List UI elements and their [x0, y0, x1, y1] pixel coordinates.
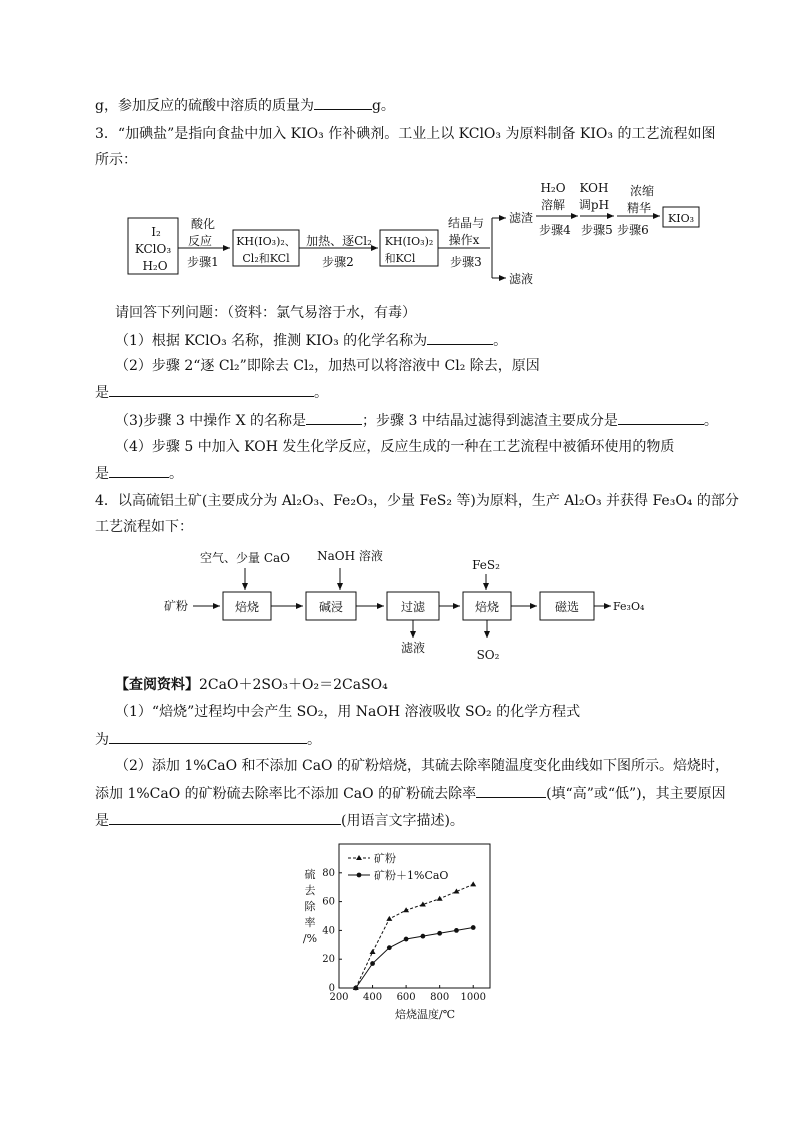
residue-label: 滤渣	[509, 211, 534, 225]
box3-line2: 和KCl	[384, 252, 416, 265]
input-air-cao: 空气、少量 CaO	[200, 551, 290, 565]
box1-line2: KClO₃	[134, 242, 172, 256]
arrow1-bottom: 步骤1	[187, 255, 219, 269]
ylabel-1: 硫	[304, 868, 316, 881]
answer-blank[interactable]	[306, 410, 362, 425]
data-point	[370, 949, 376, 954]
q3-sub2-line1: （2）步骤 2“逐 Cl₂”即除去 Cl₂，加热可以将溶液中 Cl₂ 除去，原因	[115, 358, 540, 374]
x-tick-label: 600	[396, 992, 416, 1003]
arrow2-top: 加热、逐Cl₂	[306, 234, 372, 248]
q3-sub1: （1）根据 KClO₃ 名称，推测 KIO₃ 的化学名称为 。	[115, 330, 507, 351]
box-filter-label: 过滤	[400, 600, 426, 614]
so2-out: SO₂	[476, 648, 500, 662]
input-naoh: NaOH 溶液	[317, 549, 383, 563]
step6-top-1: 浓缩	[629, 184, 655, 198]
y-tick-label: 20	[322, 954, 335, 966]
q3-intro: 请回答下列问题：（资料：氯气易溶于水，有毒）	[115, 305, 416, 321]
q4-sub1-line1: （1）“焙烧”过程均中会产生 SO₂，用 NaOH 溶液吸收 SO₂ 的化学方程式	[115, 704, 581, 720]
y-tick-label: 80	[322, 867, 335, 879]
q4-sub2-line2: 添加 1%CaO 的矿粉硫去除率比不添加 CaO 的矿粉硫去除率 (填“高”或“低”)，其主要原因	[95, 783, 726, 804]
q4-flowchart	[160, 542, 660, 667]
step6-bottom: 步骤6	[617, 223, 649, 237]
filtrate-label: 滤液	[509, 272, 534, 286]
product-label: KIO₃	[668, 212, 694, 225]
data-point	[454, 928, 459, 933]
answer-blank[interactable]	[476, 783, 546, 798]
arrow3-top-1: 结晶与	[447, 216, 485, 230]
q4-stem-line2: 工艺流程如下：	[95, 519, 193, 535]
data-point	[420, 934, 425, 939]
legend-label: 矿粉＋1%CaO	[374, 869, 449, 882]
q4-sub2-line3: 是 (用语言文字描述)。	[95, 810, 464, 831]
data-point	[437, 896, 443, 901]
box3-line1: KH(IO₃)₂	[384, 235, 434, 248]
box2-line2: Cl₂和KCl	[242, 252, 290, 265]
legend-marker	[357, 873, 362, 878]
box2-line1: KH(IO₃)₂、	[236, 235, 296, 248]
prev-question-tail: g，参加反应的硫酸中溶质的质量为 g。	[95, 95, 395, 116]
data-point	[471, 925, 476, 930]
answer-blank[interactable]	[109, 463, 169, 478]
q3-stem-line2: 所示：	[95, 152, 137, 168]
series-line-1	[356, 928, 473, 988]
arrow1-top-1: 酸化	[190, 217, 216, 231]
fe3o4-product: Fe₃O₄	[613, 600, 645, 613]
input-fes2: FeS₂	[472, 558, 500, 572]
q4-sub1-line2: 为 。	[95, 729, 321, 750]
arrow2-bottom: 步骤2	[322, 255, 354, 269]
ylabel-5: /%	[302, 932, 318, 945]
q4-reference: 【查阅资料】2CaO＋2SO₃＋O₂＝2CaSO₄	[115, 677, 388, 693]
data-point	[386, 916, 392, 921]
answer-blank[interactable]	[314, 95, 372, 110]
series-line-0	[356, 884, 473, 988]
x-tick-label: 1000	[460, 992, 486, 1003]
box-magnetic-label: 磁选	[554, 600, 580, 614]
answer-blank[interactable]	[109, 729, 307, 744]
filtrate-out: 滤液	[400, 641, 426, 655]
legend-marker	[356, 855, 362, 860]
answer-blank[interactable]	[109, 382, 314, 397]
step6-top-2: 精华	[626, 201, 652, 215]
answer-blank[interactable]	[618, 410, 704, 425]
xlabel: 焙烧温度/℃	[394, 1008, 456, 1021]
ylabel-4: 率	[304, 916, 316, 929]
arrow3-top-2: 操作x	[448, 233, 480, 247]
q3-sub4-line2: 是 。	[95, 463, 183, 484]
legend-label: 矿粉	[374, 852, 396, 865]
plot-frame	[339, 844, 490, 988]
x-tick-label: 400	[363, 992, 383, 1003]
q3-sub4-line1: （4）步骤 5 中加入 KOH 发生化学反应，反应生成的一种在工艺流程中被循环使用的物质	[115, 439, 675, 455]
start-label: 矿粉	[164, 599, 189, 613]
data-point	[404, 937, 409, 942]
x-tick-label: 200	[329, 992, 349, 1003]
box-roast-1-label: 焙烧	[234, 600, 260, 614]
data-point	[387, 945, 392, 950]
ylabel-3: 除	[304, 900, 316, 913]
step4-top-2: 溶解	[540, 198, 566, 212]
answer-blank[interactable]	[427, 330, 493, 345]
q3-stem-line1: 3．“加碘盐”是指向食盐中加入 KIO₃ 作补碘剂。工业上以 KClO₃ 为原料制备 KIO₃ 的工艺流程如图	[95, 126, 716, 142]
y-tick-label: 60	[322, 896, 335, 908]
data-point	[370, 961, 375, 966]
box1-line3: H₂O	[142, 259, 168, 273]
step5-bottom: 步骤5	[581, 223, 613, 237]
step5-top-1: KOH	[579, 181, 609, 195]
data-point	[353, 986, 358, 991]
data-point	[437, 931, 442, 936]
q4-sub2-line1: （2）添加 1%CaO 和不添加 CaO 的矿粉焙烧，其硫去除率随温度变化曲线如下图所示。焙烧时，	[115, 758, 729, 774]
box-alkali-label: 碱浸	[318, 600, 344, 614]
step5-top-2: 调pH	[578, 198, 610, 212]
x-tick-label: 800	[430, 992, 450, 1003]
y-tick-label: 40	[322, 925, 335, 937]
q3-flowchart	[120, 178, 710, 293]
data-point	[470, 881, 476, 886]
q3-sub2-line2: 是 。	[95, 382, 328, 403]
sulfur-removal-chart	[300, 838, 510, 1028]
ylabel-2: 去	[304, 884, 316, 897]
step4-bottom: 步骤4	[539, 223, 571, 237]
arrow3-bottom: 步骤3	[450, 255, 482, 269]
q4-stem-line1: 4．以高硫铝土矿(主要成分为 Al₂O₃、Fe₂O₃，少量 FeS₂ 等)为原料，生产 Al₂O₃ 并获得 Fe₃O₄ 的部分	[95, 493, 739, 509]
box-roast-2-label: 焙烧	[474, 600, 500, 614]
box1-line1: I₂	[151, 225, 161, 239]
step4-top-1: H₂O	[540, 181, 566, 195]
arrow1-top-2: 反应	[187, 234, 213, 248]
q3-sub3: （3)步骤 3 中操作 X 的名称是 ；步骤 3 中结晶过滤得到滤渣主要成分是 。	[115, 410, 718, 431]
answer-blank[interactable]	[109, 810, 341, 825]
y-tick-label: 0	[328, 983, 335, 994]
